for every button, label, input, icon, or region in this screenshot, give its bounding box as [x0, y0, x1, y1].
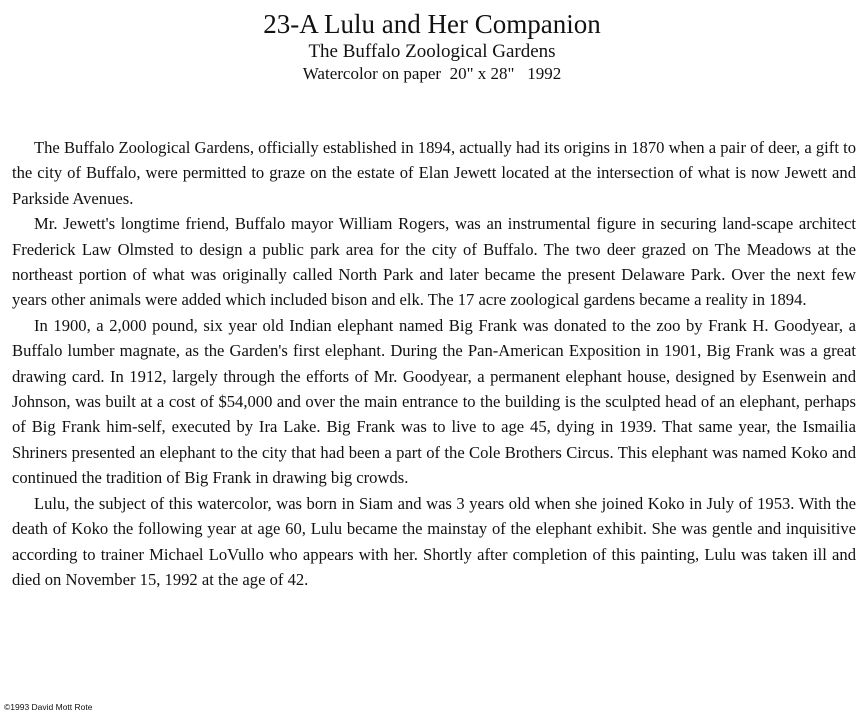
- document-subtitle: The Buffalo Zoological Gardens: [308, 41, 556, 62]
- document-title: 23-A Lulu and Her Companion: [263, 9, 601, 39]
- artwork-medium: Watercolor on paper 20" x 28" 1992: [302, 64, 562, 83]
- document-header: [0, 8, 864, 85]
- paragraph-2: Mr. Jewett's longtime friend, Buffalo mayor William Rogers, was an instrumental figure in securing land-scape architect Frederick Law Olmsted to design a public park area for the city of Buffalo. The two deer grazed on The Meadows at the northeast portion of what was originally called North Park and later became the present Delaware Park. Over the next few years other animals were added which included bison and elk. The 17 acre zoological gardens became a reality in 1894.: [12, 214, 856, 310]
- article-body: [12, 135, 856, 592]
- paragraph-1: The Buffalo Zoological Gardens, officially established in 1894, actually had its origins in 1870 when a pair of deer, a gift to the city of Buffalo, were permitted to graze on the estate of Elan Jewett located at the intersection of what is now Jewett and Parkside Avenues.: [12, 138, 856, 208]
- paragraph-4: Lulu, the subject of this watercolor, was born in Siam and was 3 years old when she joined Koko in July of 1953. With the death of Koko the following year at age 60, Lulu became the mainstay of the elephant exhibit. She was gentle and inquisitive according to trainer Michael LoVullo who appears with her. Shortly after completion of this painting, Lulu was taken ill and died on November 15, 1992 at the age of 42.: [12, 493, 856, 589]
- copyright-notice: ©1993 David Mott Rote: [4, 702, 93, 712]
- paragraph-3: In 1900, a 2,000 pound, six year old Indian elephant named Big Frank was donated to the zoo by Frank H. Goodyear, a Buffalo lumber magnate, as the Garden's first elephant. During the Pan-American Exposition in 1901, Big Frank was a great drawing card. In 1912, largely through the efforts of Mr. Goodyear, a permanent elephant house, designed by Esenwein and Johnson, was built at a cost of $54,000 and over the main entrance to the building is the sculpted head of an elephant, perhaps of Big Frank him-self, executed by Ira Lake. Big Frank was to live to age 45, dying in 1939. That same year, the Ismailia Shriners presented an elephant to the city that had been a part of the Cole Brothers Circus. This elephant was named Koko and continued the tradition of Big Frank in drawing big crowds.: [12, 315, 856, 488]
